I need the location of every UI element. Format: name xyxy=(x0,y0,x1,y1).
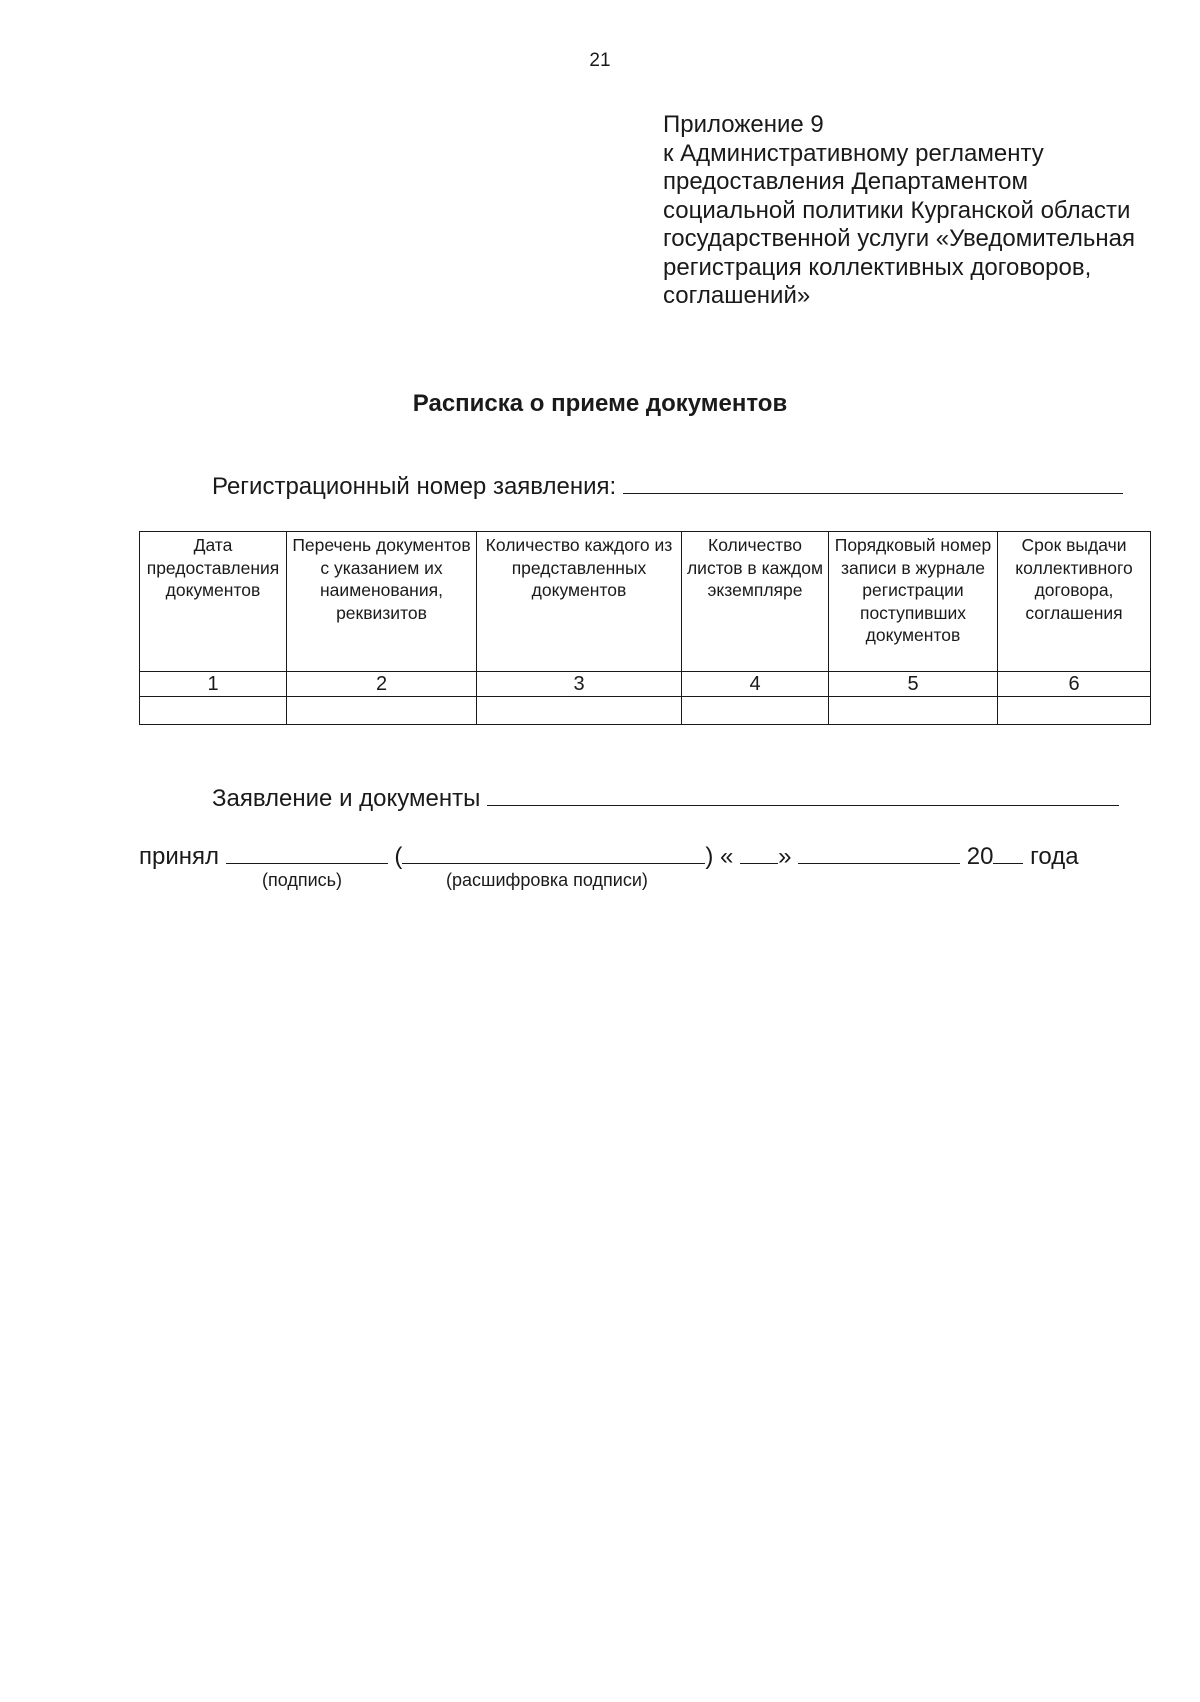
submission-label: Заявление и документы xyxy=(212,785,481,812)
registration-number-field[interactable] xyxy=(623,473,1123,494)
column-header-document-list: Перечень документов с указанием их наименования, реквизитов xyxy=(287,532,477,672)
page-number: 21 xyxy=(589,50,611,71)
open-paren: ( xyxy=(394,843,403,870)
appendix-line: Приложение 9 xyxy=(663,111,824,138)
column-header-issue-term: Срок выдачи коллективного договора, соглашения xyxy=(998,532,1151,672)
column-header-quantity: Количество каждого из представленных документов xyxy=(477,532,682,672)
accepted-row xyxy=(139,843,1079,871)
document-title: Расписка о приеме документов xyxy=(412,390,788,417)
table-header-row xyxy=(140,532,1151,672)
column-header-sheets: Количество листов в каждом экземпляре xyxy=(682,532,829,672)
table-cell[interactable] xyxy=(682,697,829,725)
appendix-reference xyxy=(663,111,1135,311)
column-number: 3 xyxy=(477,672,682,697)
column-number: 2 xyxy=(287,672,477,697)
signature-decoding-field[interactable] xyxy=(402,843,705,864)
appendix-line: соглашений» xyxy=(663,282,811,309)
day-field[interactable] xyxy=(740,843,778,864)
column-number: 4 xyxy=(682,672,829,697)
registration-number-row xyxy=(212,473,1123,501)
appendix-line: социальной политики Курганской области xyxy=(663,196,1131,224)
table-cell[interactable] xyxy=(998,697,1151,725)
column-number: 6 xyxy=(998,672,1151,697)
appendix-line: предоставления Департаментом xyxy=(663,168,1028,195)
registration-number-label: Регистрационный номер заявления: xyxy=(212,473,617,500)
table-row xyxy=(140,697,1151,725)
column-number: 5 xyxy=(829,672,998,697)
year-prefix: 20 xyxy=(966,843,994,870)
submission-row xyxy=(212,785,1119,813)
receipt-table xyxy=(139,531,1151,725)
submission-field[interactable] xyxy=(487,785,1119,806)
accepted-label: принял xyxy=(139,843,220,870)
close-quote: » xyxy=(778,843,792,870)
month-field[interactable] xyxy=(798,843,960,864)
table-cell[interactable] xyxy=(140,697,287,725)
table-cell[interactable] xyxy=(287,697,477,725)
signature-caption: (подпись) xyxy=(262,870,343,890)
column-header-date: Дата предоставления документов xyxy=(140,532,287,672)
table-cell[interactable] xyxy=(829,697,998,725)
table-cell[interactable] xyxy=(477,697,682,725)
signature-field[interactable] xyxy=(226,843,388,864)
column-number: 1 xyxy=(140,672,287,697)
column-number-row xyxy=(140,672,1151,697)
year-field[interactable] xyxy=(993,843,1023,864)
appendix-line: к Административному регламенту xyxy=(663,139,1044,167)
close-paren: ) xyxy=(705,843,714,870)
appendix-line: регистрация коллективных договоров, xyxy=(663,253,1092,281)
appendix-line: государственной услуги «Уведомительная xyxy=(663,225,1135,252)
year-suffix: года xyxy=(1030,843,1079,870)
column-header-journal-number: Порядковый номер записи в журнале регистрации поступивших документов xyxy=(829,532,998,672)
decoding-caption: (расшифровка подписи) xyxy=(446,870,648,890)
open-quote: « xyxy=(720,843,734,870)
